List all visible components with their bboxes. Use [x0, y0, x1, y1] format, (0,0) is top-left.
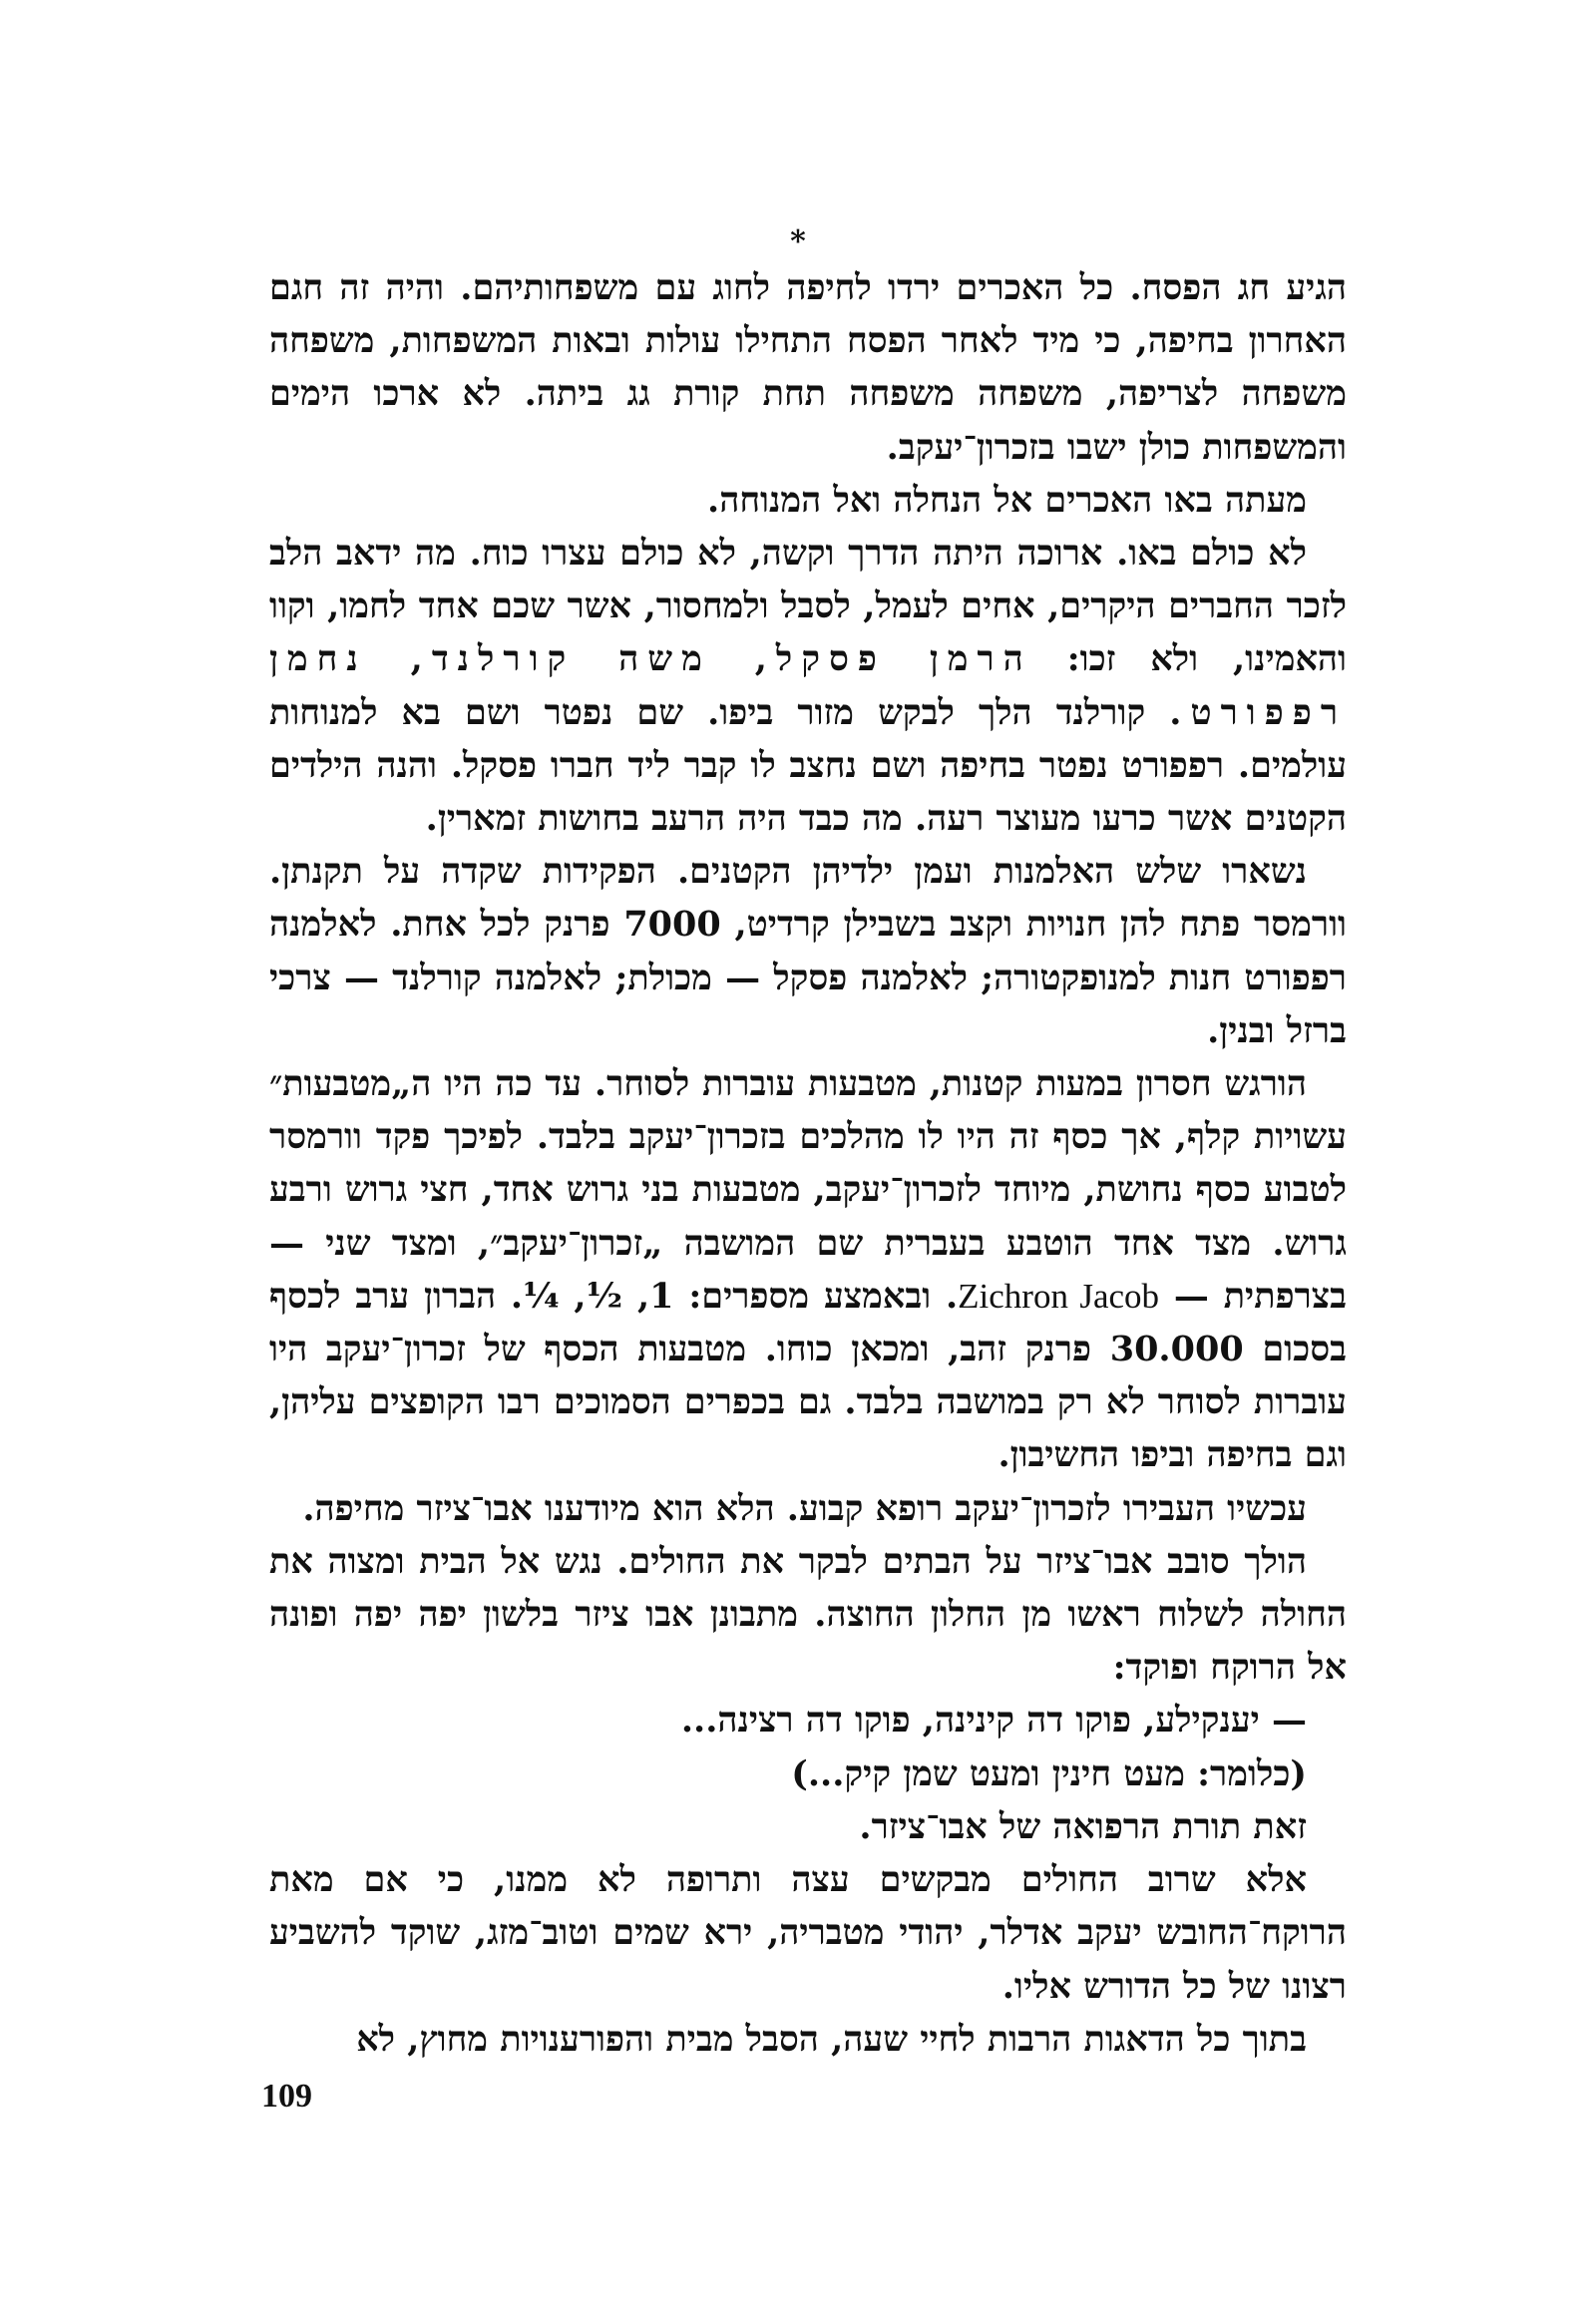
- paragraph-pharmacist: אלא שרוב החולים מבקשים עצה ותרופה לא ממנו, כי אם מאת הרוקח־החובש יעקב אדלר, יהודי מטבריה, ירא שמים וטוב־מזג, שוקד להשביע רצונו של כל הדורש אליו.: [269, 1859, 1347, 2007]
- paragraph-passover: הגיע חג הפסח. כל האכרים ירדו לחיפה לחוג עם משפחותיהם. והיה זה חגם האחרון בחיפה, כי מיד לאחר הפסח התחילו עולות ובאות המשפחות, משפחה משפחה לצריפה, משפחה משפחה תחת קורת גג ביתה. לא ארכו הימים והמשפחות כולן ישבו בזכרון־יעקב.: [269, 267, 1347, 468]
- paragraph-text: לא כולם באו. ארוכה היתה הדרך וקשה, לא כולם עצרו כוח. מה ידאב הלב לזכר החברים היקרים, אחים לעמל, לסבל ולמחסור, אשר שכם אחד לחמו, וקוו והאמינו, ולא זכו:: [269, 533, 1348, 680]
- spaced-names: הרמן פסקל, משה קורלנד, נחמן רפפורט.: [269, 638, 1348, 733]
- paragraph-doctor: עכשיו העבירו לזכרון־יעקב רופא קבוע. הלא הוא מיודענו אבו־ציזר מחיפה.: [302, 1487, 1307, 1529]
- dialogue-line: — יענקילע, פוקו דה קינינה, פוקו דה רצינה...: [680, 1700, 1307, 1742]
- body-text: [269, 261, 1347, 2066]
- paragraph-text-after: קורלנד הלך לבקש מזור ביפו. שם נפטר ושם בא למנוחות עולמים. רפפורט נפטר בחיפה ושם נחצב לו קבר ליד חברו פסקל. והנה הילדים הקטנים אשר כרעו מעוצר רעה. מה כבד היה הרעב בחושות זמארין.: [269, 691, 1347, 840]
- paragraph-doctor-rounds: הולך סובב אבו־ציזר על הבתים לבקר את החולים. נגש אל הבית ומצוה את החולה לשלוח ראשו מן החלון החוצה. מתבונן אבו ציזר בלשון יפה יפה ופונה אל הרוקח ופוקד:: [269, 1540, 1347, 1689]
- page-number: 109: [261, 2078, 312, 2115]
- section-break-asterisk: *: [790, 224, 806, 259]
- paragraph-medicine: זאת תורת הרפואה של אבו־ציזר.: [859, 1805, 1307, 1847]
- paragraph-continuation: בתוך כל הדאגות הרבות לחיי שעה, הסבל מבית והפורענויות מחוץ, לא: [356, 2018, 1307, 2060]
- dialogue-translation: (כלומר: מעט חינין ומעט שמן קיק...): [791, 1752, 1307, 1794]
- paragraph-widows: נשארו שלש האלמנות ועמן ילדיהן הקטנים. הפקידות שקדה על תקנתן. וורמסר פתח להן חנויות וקצב בשבילן קרדיט, 7000 פרנק לכל אחת. לאלמנה רפפורט חנות למנופקטורה; לאלמנה פסקל — מכולת; לאלמנה קורלנד — צרכי ברזל ובנין.: [269, 851, 1347, 1051]
- paragraph-coins: [269, 1057, 1347, 1482]
- latin-inscription: Zichron Jacob: [958, 1276, 1160, 1316]
- paragraph-text: הורגש חסרון במעות קטנות, מטבעות עוברות לסוחר. עד כה היו ה„מטבעות״ עשויות קלף, אך כסף זה היו לו מהלכים בזכרון־יעקב בלבד. לפיכך פקד וורמסר לטבוע כסף נחושת, מיוחד לזכרון־יעקב, מטבעות בני גרוש אחד, חצי גרוש ורבע גרוש. מצד אחד הוטבע בעברית שם המושבה „זכרון־יעקב״, ומצד שני — בצרפתית —: [269, 1063, 1347, 1317]
- paragraph-inheritance: מעתה באו האכרים אל הנחלה ואל המנוחה.: [707, 479, 1307, 521]
- paragraph-text-after: . ובאמצע מספרים: 1, ½, ¼. הברון ערב לכסף בסכום 30.000 פרנק זהב, ומכאן כוחו. מטבעות הכסף של זכרון־יעקב היו עוברות לסוחר לא רק במושבה בלבד. גם בכפרים הסמוכים רבו הקופצים עליהן, וגם בחיפה וביפו החשיבון.: [269, 1275, 1347, 1476]
- paragraph-deceased-friends: [269, 527, 1347, 845]
